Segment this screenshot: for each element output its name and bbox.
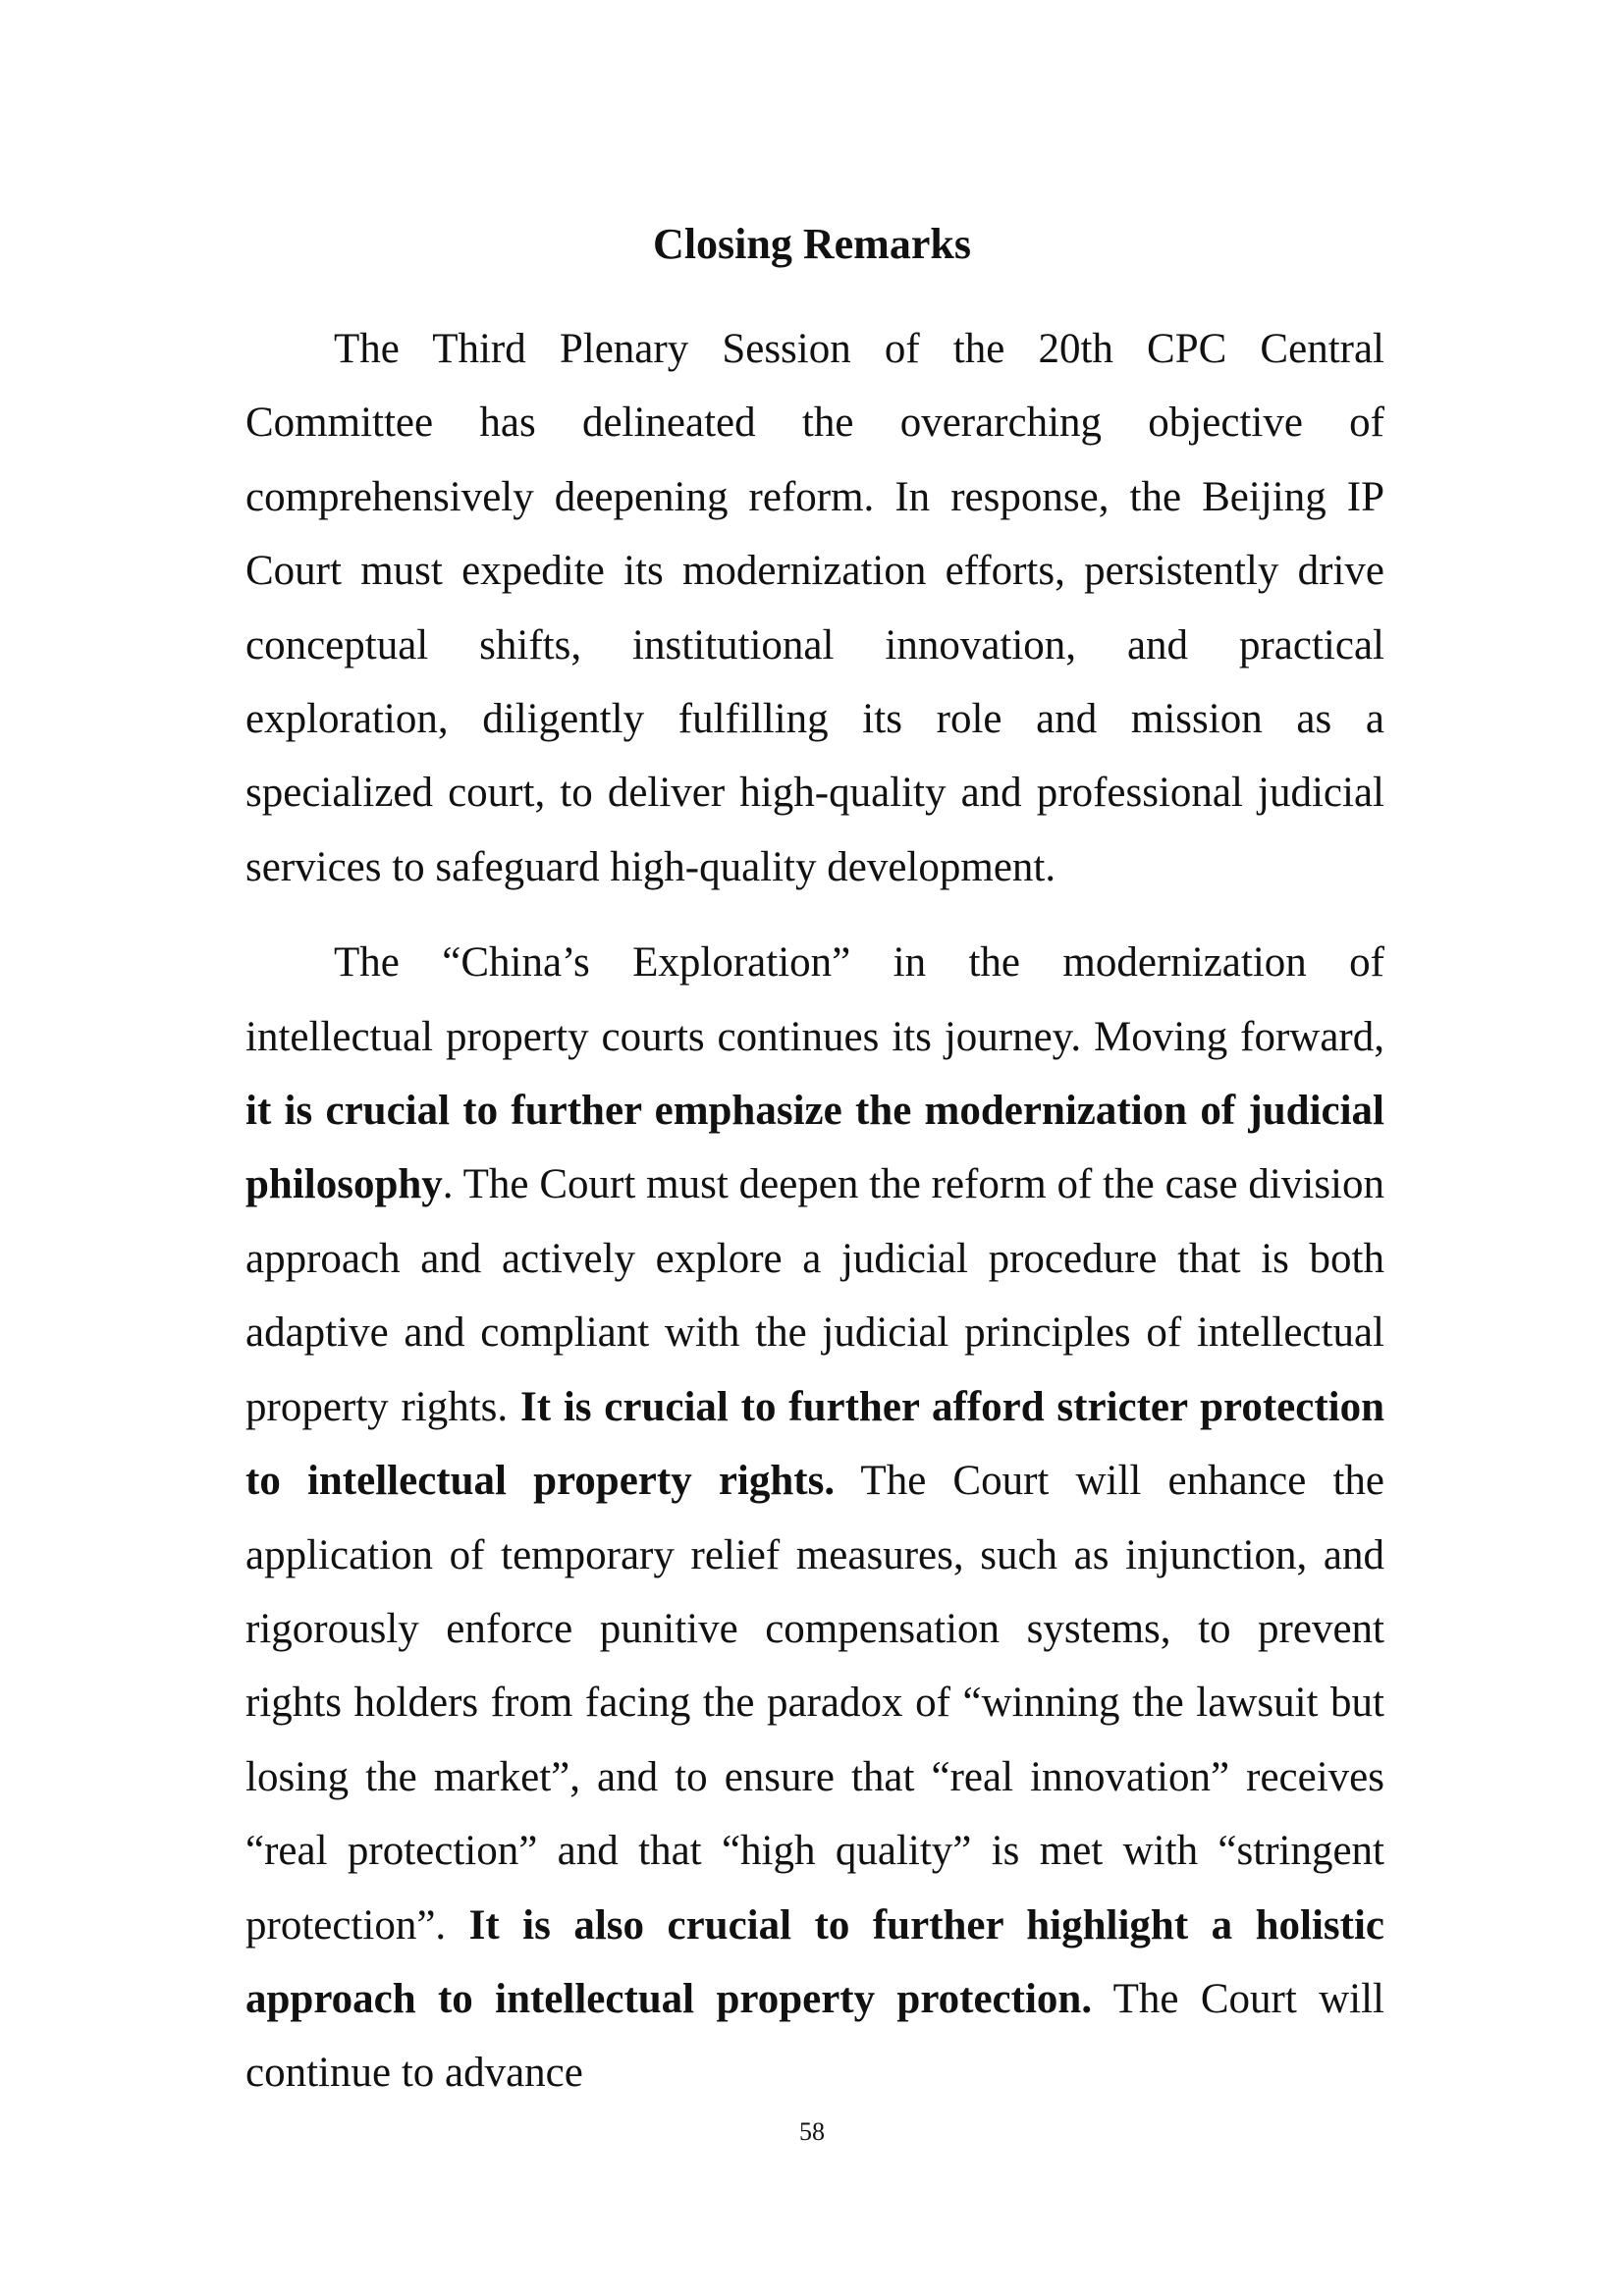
paragraph-1: The Third Plenary Session of the 20th CPC Central Committee has delineated the overarching objective of comprehensively deepening reform. In response, the Beijing IP Court must expedite its modernization efforts, persistently drive conceptual shifts, institutional innovation, and practical exploration, diligently fulfilling its role and mission as a specialized court, to deliver high-quality and professional judicial services to safeguard high-quality development. <box>245 326 1384 890</box>
body-text <box>245 312 1384 2110</box>
page-number: 58 <box>799 2117 825 2146</box>
paragraph-2-emphasis-1: it is crucial to further emphasize the modernization of judicial philosophy <box>245 1088 1384 1208</box>
paragraph-2-emphasis-2: It is crucial to further afford stricter protection to intellectual property rights. <box>245 1383 1385 1505</box>
paragraph-2-segment-2: . The Court must deepen the reform of the case division approach and actively explore a judicial procedure that is both adaptive and compliant with the judicial principles of intellectual property rights. <box>245 1161 1384 1430</box>
paragraph-2-segment-3: The Court will enhance the application of temporary relief measures, such as injunction, and rigorously enforce punitive compensation systems, to prevent rights holders from facing the paradox of “winning the lawsuit but losing the market”, and to ensure that “real innovation” receives “real protection” and that “high quality” is met with “stringent protection”. <box>245 1458 1384 1949</box>
paragraph-2-emphasis-3: It is also crucial to further highlight a holistic approach to intellectual property protection. <box>245 1901 1385 2022</box>
page-title: Closing Remarks <box>653 220 971 268</box>
paragraph-2-segment-4: The Court will continue to advance <box>245 1975 1384 2097</box>
paragraph-2-segment-1: The “China’s Exploration” in the modernization of intellectual property courts continues its journey. Moving forward, <box>245 939 1384 1060</box>
paragraph-2 <box>245 926 1384 2110</box>
